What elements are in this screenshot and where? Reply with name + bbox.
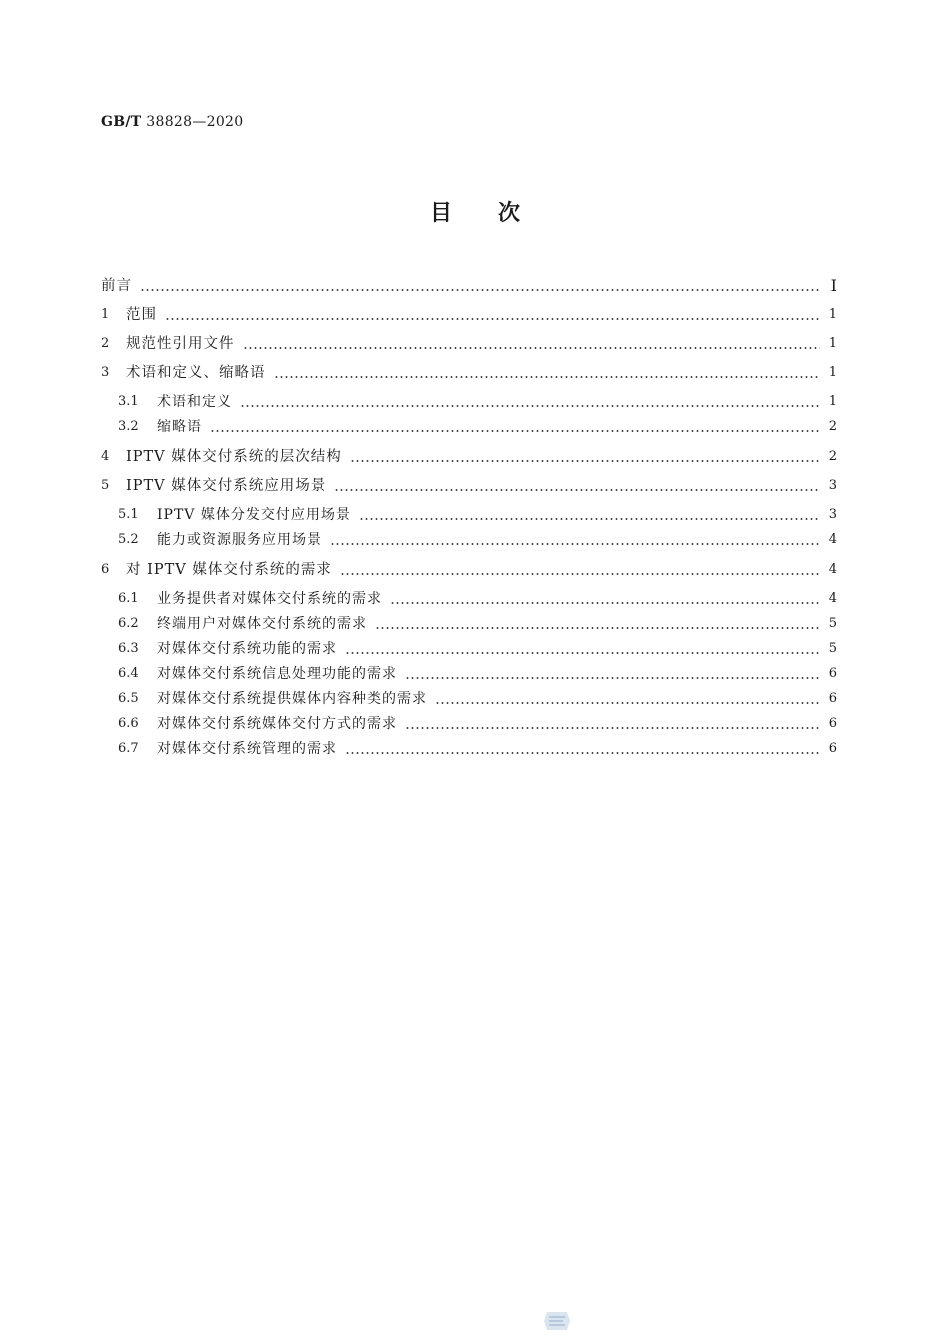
toc-entry-title: IPTV 媒体交付系统的层次结构 <box>126 449 342 465</box>
toc-entry-6-3[interactable] <box>118 636 837 658</box>
toc-entry-page: 4 <box>828 532 837 547</box>
dot-leader <box>140 289 820 291</box>
dot-leader <box>375 627 820 629</box>
toc-entry-6-2[interactable] <box>118 611 837 633</box>
toc-entry-2[interactable] <box>101 331 837 353</box>
toc-entry-number: 5 <box>101 478 110 493</box>
dot-leader <box>435 702 820 704</box>
dot-leader <box>334 489 820 491</box>
toc-entry-title: 对媒体交付系统媒体交付方式的需求 <box>157 716 397 732</box>
toc-entry-6-4[interactable] <box>118 661 837 683</box>
toc-entry-number: 2 <box>101 336 110 351</box>
dot-leader <box>390 602 820 604</box>
toc-entry-4[interactable] <box>101 444 837 466</box>
toc-heading <box>0 196 950 227</box>
toc-entry-number: 4 <box>101 449 110 464</box>
dot-leader <box>165 318 820 320</box>
toc-entry-page: 1 <box>828 365 837 380</box>
dot-leader <box>340 573 820 575</box>
toc-entry-page: 3 <box>828 507 837 522</box>
dot-leader <box>345 652 820 654</box>
toc-entry-number: 6.5 <box>118 691 139 706</box>
toc-entry-number: 6 <box>101 562 110 577</box>
toc-entry-page: 1 <box>828 394 837 409</box>
toc-entry-number: 1 <box>101 307 110 322</box>
dot-leader <box>330 543 820 545</box>
toc-entry-number: 6.2 <box>118 616 139 631</box>
dot-leader <box>345 752 820 754</box>
toc-entry-title: 对媒体交付系统提供媒体内容种类的需求 <box>157 691 427 707</box>
dot-leader <box>240 405 820 407</box>
toc-entry-title: 术语和定义、缩略语 <box>126 365 266 381</box>
toc-entry-title: 规范性引用文件 <box>126 336 235 352</box>
toc-entry-5[interactable] <box>101 473 837 495</box>
toc-entry-number: 6.7 <box>118 741 139 756</box>
toc-entry-page: 6 <box>828 666 837 681</box>
standard-prefix: GB/T <box>101 114 142 130</box>
standard-number: 38828—2020 <box>146 114 244 130</box>
toc-entry-page: 4 <box>828 562 837 577</box>
toc-entry-6-5[interactable] <box>118 686 837 708</box>
document-code <box>101 114 243 130</box>
toc-entry-page: 1 <box>828 336 837 351</box>
toc-entry-title: 缩略语 <box>157 419 202 435</box>
toc-entry-6-6[interactable] <box>118 711 837 733</box>
toc-entry-foreword[interactable] <box>101 273 837 295</box>
toc-entry-number: 5.1 <box>118 507 139 522</box>
toc-entry-title: IPTV 媒体分发交付应用场景 <box>157 507 351 523</box>
toc-entry-title: 范围 <box>126 307 157 323</box>
toc-entry-title: 业务提供者对媒体交付系统的需求 <box>157 591 382 607</box>
toc-entry-number: 5.2 <box>118 532 139 547</box>
toc-entry-title: 对媒体交付系统管理的需求 <box>157 741 337 757</box>
toc-entry-page: 6 <box>828 691 837 706</box>
toc-entry-title: 术语和定义 <box>157 394 232 410</box>
toc-entry-6[interactable] <box>101 557 837 579</box>
dot-leader <box>350 460 820 462</box>
toc-heading-part-2: 次 <box>498 201 521 226</box>
toc-entry-title: 对 IPTV 媒体交付系统的需求 <box>126 562 332 578</box>
dot-leader <box>405 677 820 679</box>
toc-entry-title: 对媒体交付系统信息处理功能的需求 <box>157 666 397 682</box>
dot-leader <box>274 376 821 378</box>
toc-entry-page: 6 <box>828 716 837 731</box>
toc-entry-5-2[interactable] <box>118 527 837 549</box>
toc-heading-part-1: 目 <box>429 201 452 226</box>
dot-leader <box>243 347 821 349</box>
toc-entry-title: 前言 <box>101 278 132 294</box>
toc-entry-number: 6.6 <box>118 716 139 731</box>
toc-entry-page: 4 <box>828 591 837 606</box>
toc-entry-page: 5 <box>828 616 837 631</box>
toc-entry-page: 2 <box>828 449 837 464</box>
toc-entry-number: 3.1 <box>118 394 139 409</box>
dot-leader <box>359 518 820 520</box>
sac-logo-icon <box>543 1310 571 1332</box>
toc-entry-page: 3 <box>828 478 837 493</box>
toc-entry-number: 6.4 <box>118 666 139 681</box>
toc-entry-3[interactable] <box>101 360 837 382</box>
dot-leader <box>405 727 820 729</box>
toc-entry-page: 5 <box>828 641 837 656</box>
toc-entry-1[interactable] <box>101 302 837 324</box>
toc-entry-title: 能力或资源服务应用场景 <box>157 532 322 548</box>
toc-entry-page: 2 <box>828 419 837 434</box>
toc-entry-6-1[interactable] <box>118 586 837 608</box>
toc-entry-number: 3 <box>101 365 110 380</box>
dot-leader <box>210 430 820 432</box>
toc-entry-page: 6 <box>828 741 837 756</box>
toc-entry-page: 1 <box>828 307 837 322</box>
toc-entry-6-7[interactable] <box>118 736 837 758</box>
toc-entry-3-2[interactable] <box>118 414 837 436</box>
toc-entry-title: IPTV 媒体交付系统应用场景 <box>126 478 327 494</box>
toc-entry-title: 对媒体交付系统功能的需求 <box>157 641 337 657</box>
toc-entry-3-1[interactable] <box>118 389 837 411</box>
toc-entry-title: 终端用户对媒体交付系统的需求 <box>157 616 367 632</box>
toc-entry-5-1[interactable] <box>118 502 837 524</box>
toc-entry-number: 3.2 <box>118 419 139 434</box>
toc-entry-number: 6.3 <box>118 641 139 656</box>
toc-entry-page: I <box>830 276 837 295</box>
toc-entry-number: 6.1 <box>118 591 139 606</box>
